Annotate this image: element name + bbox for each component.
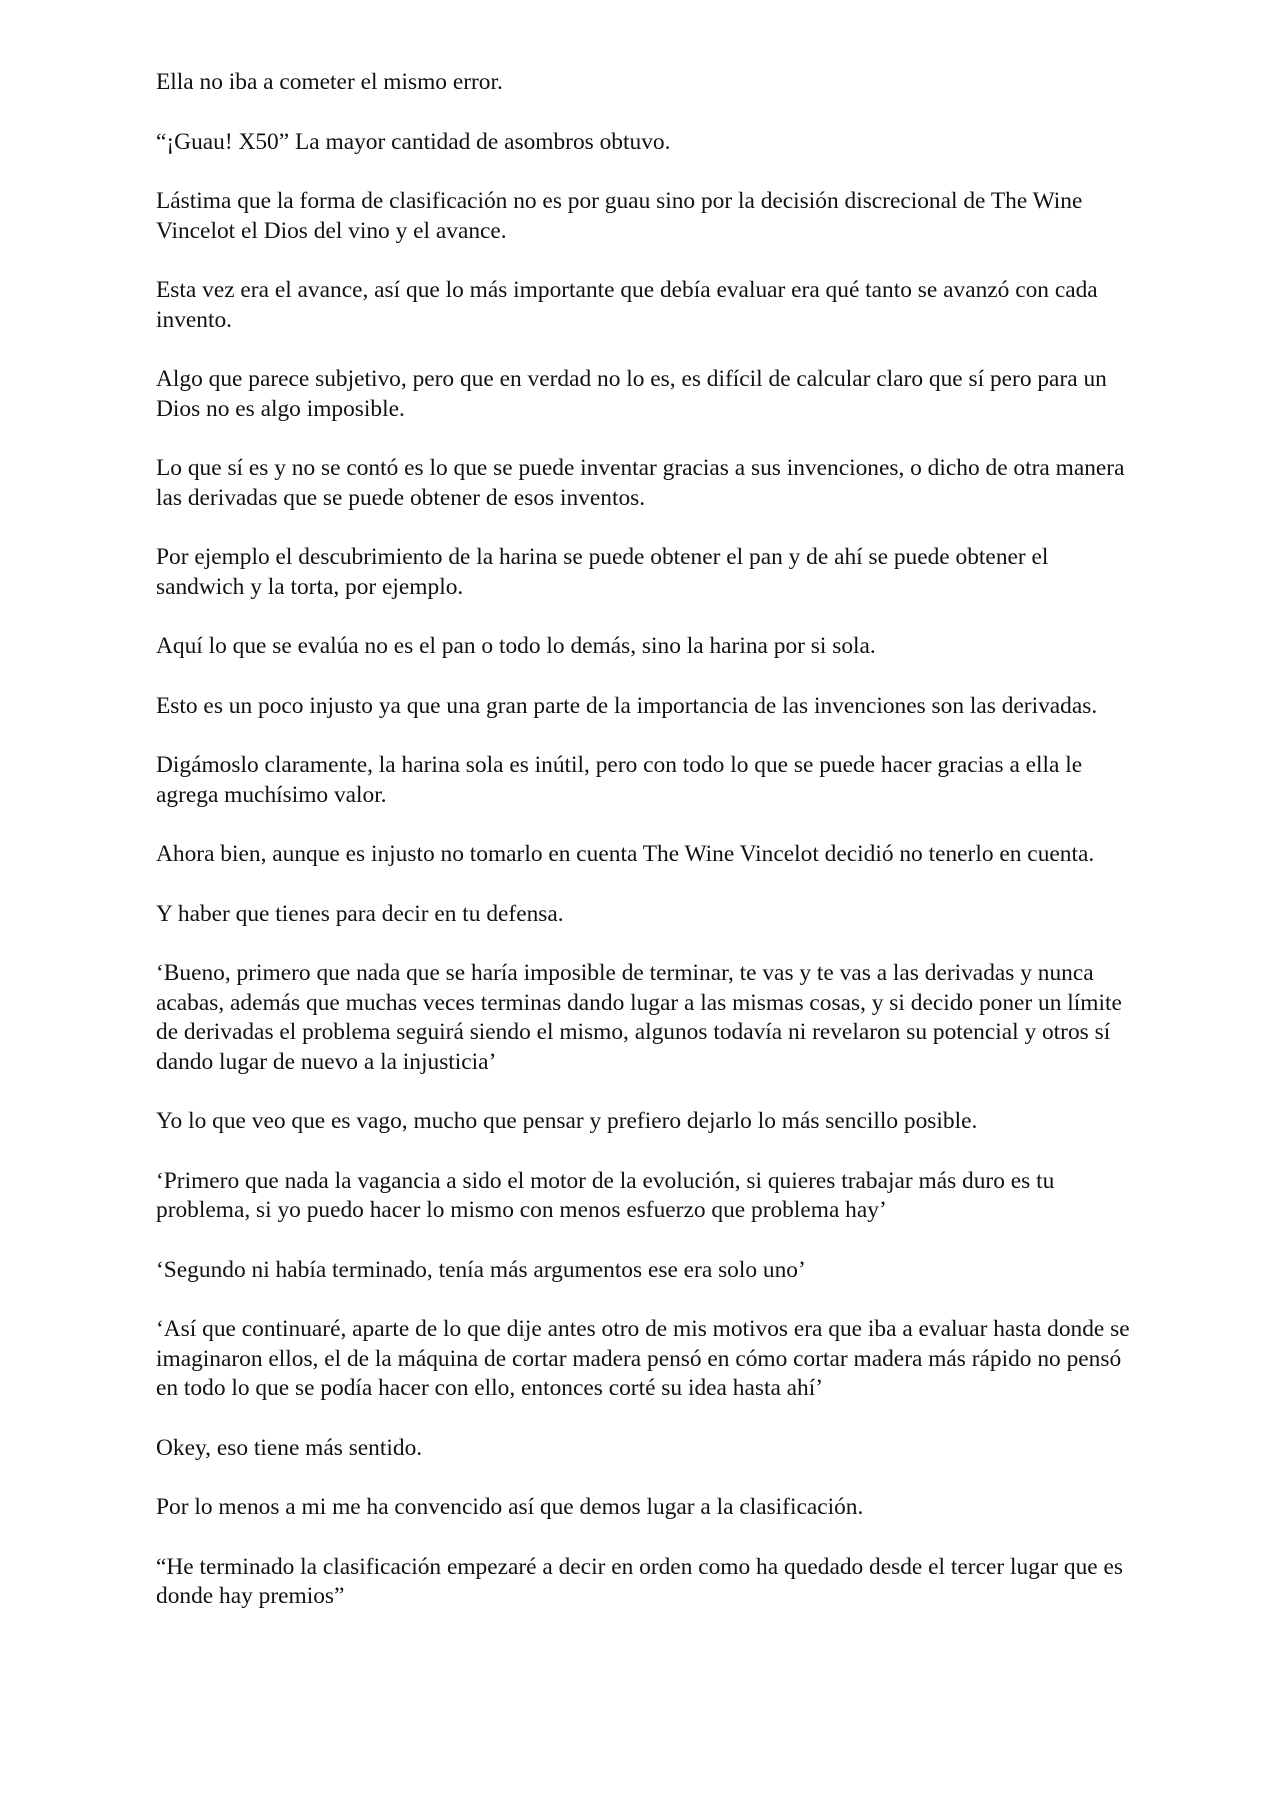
paragraph: Esto es un poco injusto ya que una gran parte de la importancia de las invenciones son las derivadas. <box>156 692 1098 719</box>
paragraph: ‘Segundo ni había terminado, tenía más argumentos ese era solo uno’ <box>156 1256 806 1283</box>
paragraph: Lo que sí es y no se contó es lo que se puede inventar gracias a sus invenciones, o dicho de otra manera las derivadas que se puede obtener de esos inventos. <box>156 455 1125 511</box>
document-body <box>156 68 1136 1642</box>
paragraph: ‘Así que continuaré, aparte de lo que dije antes otro de mis motivos era que iba a evaluar hasta donde se imaginaron ellos, el de la máquina de cortar madera pensó en cómo cortar madera más rápido no pensó en todo lo que se podía hacer con ello, entonces corté su idea hasta ahí’ <box>156 1316 1130 1401</box>
paragraph: Algo que parece subjetivo, pero que en verdad no lo es, es difícil de calcular claro que sí pero para un Dios no es algo imposible. <box>156 366 1107 422</box>
paragraph: “He terminado la clasificación empezaré a decir en orden como ha quedado desde el tercer lugar que es donde hay premios” <box>156 1553 1123 1609</box>
paragraph: Okey, eso tiene más sentido. <box>156 1434 423 1461</box>
paragraph: Lástima que la forma de clasificación no es por guau sino por la decisión discrecional de The Wine Vincelot el Dios del vino y el avance. <box>156 188 1083 244</box>
paragraph: Yo lo que veo que es vago, mucho que pensar y prefiero dejarlo lo más sencillo posible. <box>156 1108 978 1134</box>
paragraph: Y haber que tienes para decir en tu defensa. <box>156 900 564 927</box>
paragraph: Por lo menos a mi me ha convencido así que demos lugar a la clasificación. <box>156 1494 864 1520</box>
paragraph: Por ejemplo el descubrimiento de la harina se puede obtener el pan y de ahí se puede obtener el sandwich y la torta, por ejemplo. <box>156 544 1049 600</box>
paragraph: “¡Guau! X50” La mayor cantidad de asombros obtuvo. <box>156 128 671 155</box>
paragraph: Esta vez era el avance, así que lo más importante que debía evaluar era qué tanto se avanzó con cada invento. <box>156 277 1098 333</box>
paragraph: ‘Primero que nada la vagancia a sido el motor de la evolución, si quieres trabajar más duro es tu problema, si yo puedo hacer lo mismo con menos esfuerzo que problema hay’ <box>156 1167 1055 1223</box>
paragraph: ‘Bueno, primero que nada que se haría imposible de terminar, te vas y te vas a las derivadas y nunca acabas, además que muchas veces terminas dando lugar a las mismas cosas, y si decido poner un límite de derivadas el problema seguirá siendo el mismo, algunos todavía ni revelaron su potencial y otros sí dando lugar de nuevo a la injusticia’ <box>156 960 1122 1075</box>
paragraph: Aquí lo que se evalúa no es el pan o todo lo demás, sino la harina por si sola. <box>156 633 876 659</box>
paragraph: Ella no iba a cometer el mismo error. <box>156 69 503 95</box>
paragraph: Ahora bien, aunque es injusto no tomarlo en cuenta The Wine Vincelot decidió no tenerlo en cuenta. <box>156 841 1095 867</box>
paragraph: Digámoslo claramente, la harina sola es inútil, pero con todo lo que se puede hacer gracias a ella le agrega muchísimo valor. <box>156 752 1083 808</box>
